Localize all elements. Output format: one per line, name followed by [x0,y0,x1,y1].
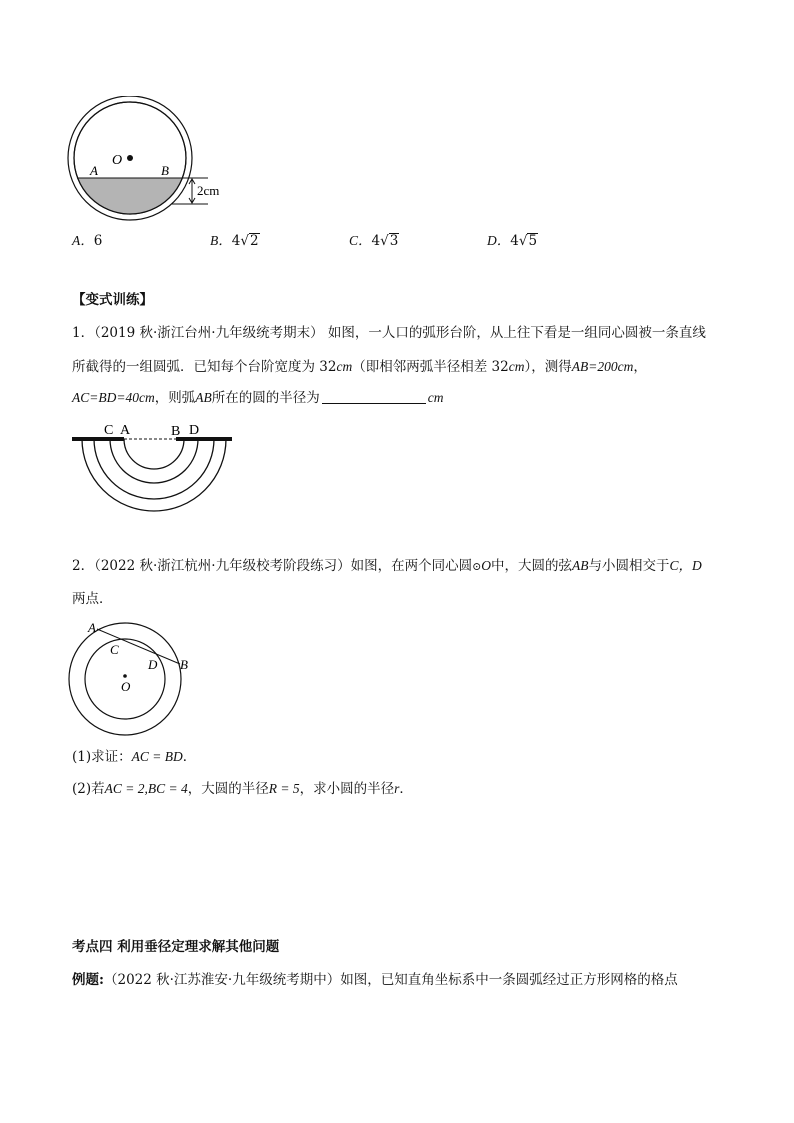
figure-arch-steps [70,418,240,518]
q2-line1: 2．（2022 秋·浙江杭州·九年级校考阶段练习）如图，在两个同心圆⊙O中，大圆的弦AB与小圆相交于C，D [72,558,702,574]
label-d: D [148,657,158,672]
sqrt-icon: √ [518,233,528,249]
figure-concentric-pipe [60,96,260,226]
label-c: C [104,423,114,438]
kp4-example: 例题:（2022 秋·江苏淮安·九年级统考期中）如图，已知直角坐标系中一条圆弧经过正方形网格的格点 [72,972,678,988]
answer-blank [322,389,426,404]
label-o: O [112,153,123,168]
circle-symbol-icon: ⊙ [472,560,482,573]
arc-outer [82,439,226,511]
arc-3 [110,439,198,483]
section-title: 【变式训练】 [72,292,153,308]
label-a: A [120,423,131,438]
label-b: B [171,424,181,439]
q2-sub1: (1)求证：AC = BD． [72,749,197,765]
q1-line3: AC=BD=40cm，则弧AB所在的圆的半径为 cm [72,390,444,406]
q1-line2: 所截得的一组圆弧．已知每个台阶宽度为 32cm（即相邻两弧半径相差 32cm），测得AB=200cm， [72,359,647,375]
sqrt-icon: √ [240,233,249,249]
option-c: C．4√3 [349,233,399,249]
center-dot [123,674,127,678]
label-b: B [161,163,169,178]
label-a: A [88,620,96,635]
shaded-segment [60,178,260,226]
q1-line1: 1．（2019 秋·浙江台州·九年级统考期末） 如图，一人口的弧形台阶，从上往下看是一组同心圆被一条直线 [72,325,706,341]
label-c: C [110,642,119,657]
center-dot [127,155,133,161]
label-a: A [90,163,98,178]
sqrt-icon: √ [380,233,389,249]
option-b: B．4√2 [210,233,259,249]
label-o: O [121,679,131,694]
option-d: D．4√5 [487,233,538,249]
label-d: D [189,423,200,438]
q2-sub2: (2)若AC = 2,BC = 4，大圆的半径R = 5，求小圆的半径r． [72,781,413,797]
arc-inner [124,439,184,469]
q2-line2: 两点． [72,591,113,607]
label-b: B [180,657,188,672]
option-a: A．6 [72,233,103,249]
measure-label: 2cm [197,183,220,198]
kp4-title: 考点四 利用垂径定理求解其他问题 [72,939,280,955]
figure-concentric-chord [62,614,202,739]
